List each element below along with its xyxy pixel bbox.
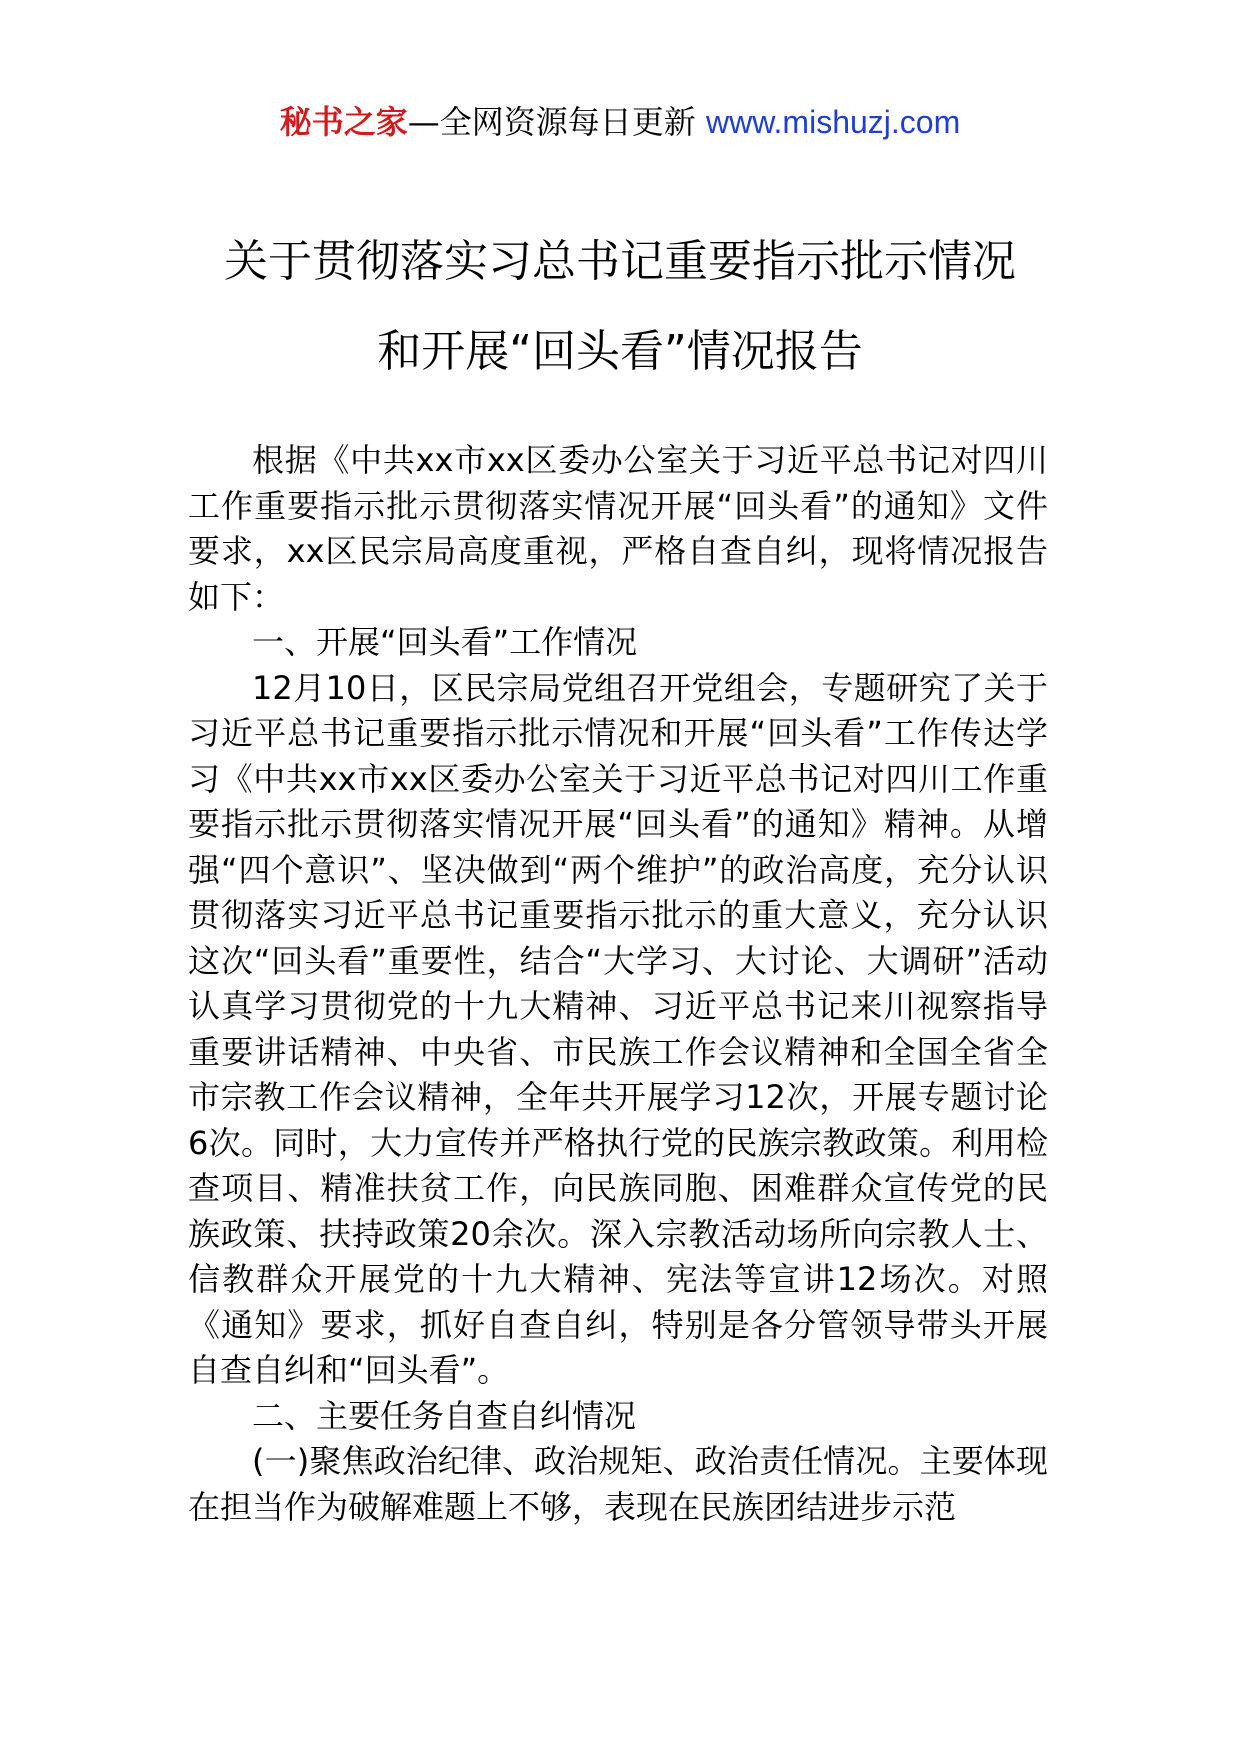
header-tagline: —全网资源每日更新 — [407, 103, 696, 141]
body-paragraph-task-1: (一)聚焦政治纪律、政治规矩、政治责任情况。主要体现在担当作为破解难题上不够，表现在民族团结进步示范 — [188, 1442, 1048, 1526]
document-body — [188, 438, 1048, 1530]
page-header — [0, 100, 1240, 144]
document-title-line-1: 关于贯彻落实习总书记重要指示批示情况 — [224, 236, 1016, 287]
section-heading-1: 一、开展“回头看”工作情况 — [252, 623, 638, 661]
header-brand: 秘书之家 — [279, 103, 408, 141]
header-site-link[interactable]: www.mishuzj.com — [705, 104, 961, 140]
body-paragraph-intro: 根据《中共xx市xx区委办公室关于习近平总书记对四川工作重要指示批示贯彻落实情况开展“回头看”的通知》文件要求，xx区民宗局高度重视，严格自查自纠，现将情况报告如下： — [188, 441, 1048, 616]
body-paragraph-work: 12月10日，区民宗局党组召开党组会，专题研究了关于习近平总书记重要指示批示情况和开展“回头看”工作传达学习《中共xx市xx区委办公室关于习近平总书记对四川工作重要指示批示贯彻落实情况开展“回头看”的通知》精神。从增强“四个意识”、坚决做到“两个维护”的政治高度，充分认识贯彻落实习近平总书记重要指示批示的重大意义，充分认识这次“回头看”重要性，结合“大学习、大讨论、大调研”活动认真学习贯彻党的十九大精神、习近平总书记来川视察指导重要讲话精神、中央省、市民族工作会议精神和全国全省全市宗教工作会议精神，全年共开展学习12次，开展专题讨论6次。同时，大力宣传并严格执行党的民族宗教政策。利用检查项目、精准扶贫工作，向民族同胞、困难群众宣传党的民族政策、扶持政策20余次。深入宗教活动场所向宗教人士、信教群众开展党的十九大精神、宪法等宣讲12场次。对照《通知》要求，抓好自查自纠，特别是各分管领导带头开展自查自纠和“回头看”。 — [188, 668, 1048, 1389]
document-title-line-2: 和开展“回头看”情况报告 — [377, 326, 863, 377]
section-heading-2: 二、主要任务自查自纠情况 — [252, 1396, 637, 1435]
